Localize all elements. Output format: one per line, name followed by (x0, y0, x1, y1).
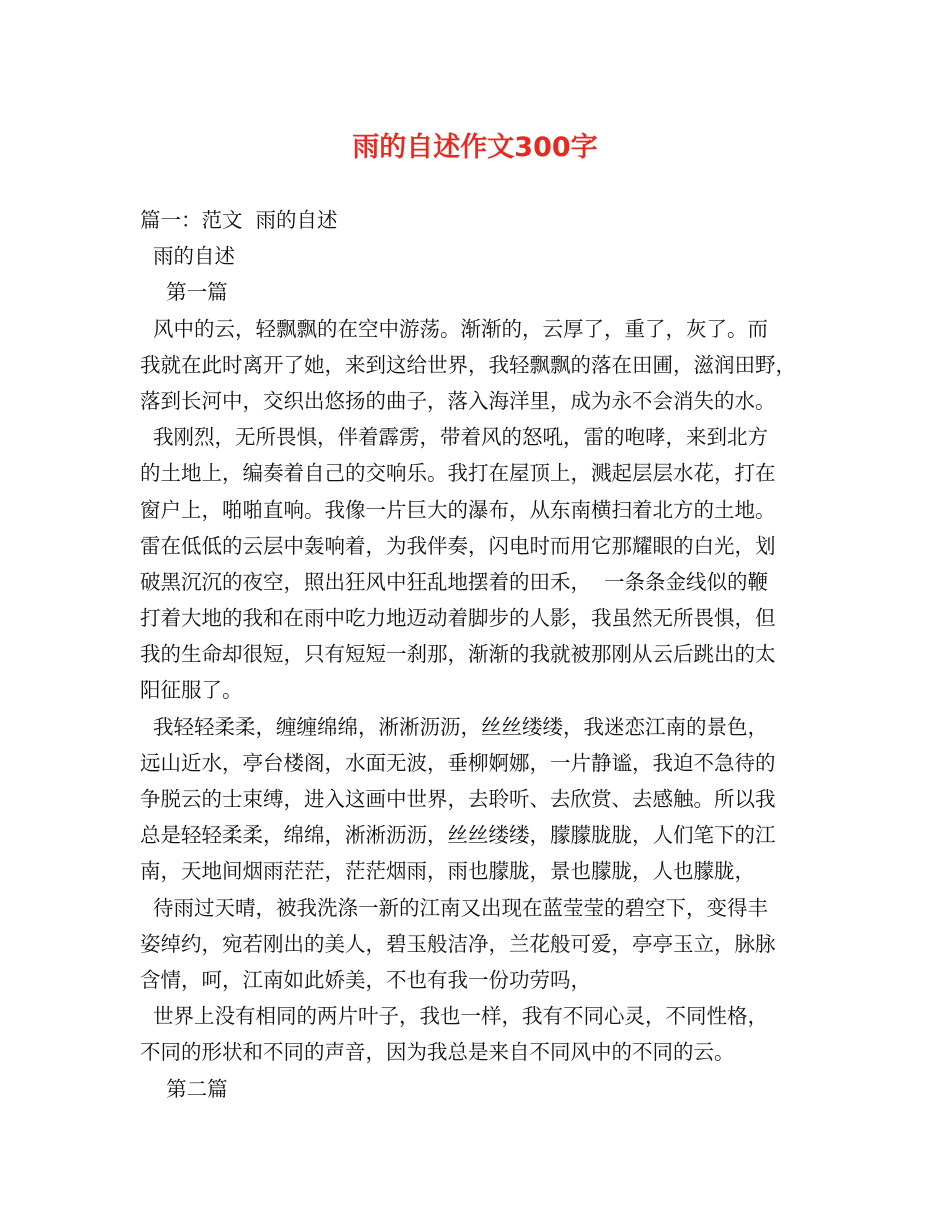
text-line: 雷在低低的云层中轰响着，为我伴奏，闪电时而用它那耀眼的白光，划 (140, 533, 776, 558)
text-line: 争脱云的士束缚，进入这画中世界，去聆听、去欣赏、去感触。所以我 (140, 787, 776, 811)
text-line: 南，天地间烟雨茫茫，茫茫烟雨，雨也朦胧，景也朦胧，人也朦胧， (140, 859, 755, 884)
text-line: 的土地上，编奏着自己的交响乐。我打在屋顶上，溅起层层水花，打在 (140, 461, 776, 486)
text-line: 不同的形状和不同的声音，因为我总是来自不同风中的不同的云。 (140, 1040, 735, 1065)
text-line: 篇一：范文 雨的自述 (140, 208, 338, 232)
text-line: 第一篇 (140, 280, 228, 305)
text-line: 含情，呵，江南如此娇美，不也有我一份功劳吗， (140, 967, 591, 992)
text-line: 第二篇 (140, 1076, 228, 1101)
text-line: 我轻轻柔柔，缠缠绵绵，淅淅沥沥，丝丝缕缕，我迷恋江南的景色， (140, 714, 769, 739)
text-line: 阳征服了。 (140, 678, 243, 703)
document-title: 雨的自述作文300字 (352, 132, 598, 163)
text-line: 姿绰约，宛若刚出的美人，碧玉般洁净，兰花般可爱，亭亭玉立，脉脉 (140, 931, 776, 956)
text-line: 窗户上，啪啪直响。我像一片巨大的瀑布，从东南横扫着北方的土地。 (140, 497, 776, 522)
text-line: 我的生命却很短，只有短短一刹那，渐渐的我就被那刚从云后跳出的太 (140, 642, 776, 667)
text-line: 待雨过天晴，被我洗涤一新的江南又出现在蓝莹莹的碧空下，变得丰 (140, 895, 769, 920)
document-body (140, 202, 840, 1107)
text-line: 落到长河中，交织出悠扬的曲子，落入海洋里，成为永不会消失的水。 (140, 388, 776, 413)
text-line: 雨的自述 (140, 244, 236, 269)
text-line: 远山近水，亭台楼阁，水面无波，垂柳婀娜，一片静谧，我迫不急待的 (140, 750, 776, 775)
text-line: 我刚烈，无所畏惧，伴着霹雳，带着风的怒吼，雷的咆哮，来到北方 (140, 425, 769, 450)
text-line: 总是轻轻柔柔，绵绵，淅淅沥沥，丝丝缕缕，朦朦胧胧，人们笔下的江 (140, 823, 776, 848)
text-line: 世界上没有相同的两片叶子，我也一样，我有不同心灵，不同性格， (140, 1004, 769, 1029)
text-line: 风中的云，轻飘飘的在空中游荡。渐渐的，云厚了，重了，灰了。而 (140, 316, 769, 341)
text-line: 打着大地的我和在雨中吃力地迈动着脚步的人影，我虽然无所畏惧，但 (140, 606, 776, 631)
text-line: 破黑沉沉的夜空，照出狂风中狂乱地摆着的田禾， 一条条金线似的鞭 (140, 569, 769, 594)
text-line: 我就在此时离开了她，来到这给世界，我轻飘飘的落在田圃，滋润田野， (140, 352, 796, 377)
